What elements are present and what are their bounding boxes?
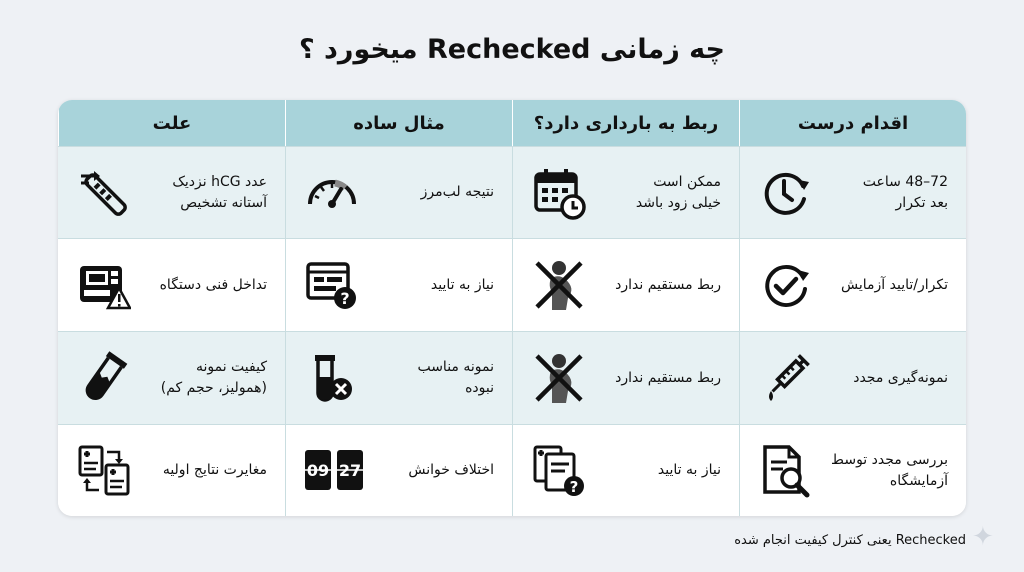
cell-text: ربط مستقیم ندارد <box>615 369 721 386</box>
table-cell <box>285 424 512 516</box>
broken-tube-icon <box>76 350 132 406</box>
counter-digit-2: 27 <box>338 460 362 480</box>
recheck-table <box>58 100 966 516</box>
table-cell <box>285 331 512 424</box>
cell-text: نتیجه لب‌مرز <box>420 184 494 200</box>
table-cell <box>739 146 966 238</box>
table-cell <box>58 146 285 238</box>
cell-text: عدد hCG نزدیک آستانه تشخیص <box>172 173 267 211</box>
cell-text: نیاز به تایید <box>430 276 494 293</box>
test-strip-icon <box>76 165 132 221</box>
header-example: مثال ساده <box>285 100 512 146</box>
table-cell <box>512 146 739 238</box>
header-cause: علت <box>58 100 285 146</box>
table-cell <box>58 238 285 331</box>
table-cell <box>739 424 966 516</box>
document-search-icon <box>758 443 814 499</box>
clock-icon <box>758 165 814 221</box>
device-warning-icon <box>76 257 132 313</box>
window-question-icon <box>304 257 360 313</box>
table-cell <box>58 424 285 516</box>
table-cell <box>512 331 739 424</box>
table-cell <box>58 331 285 424</box>
table-cell <box>512 424 739 516</box>
no-pregnancy-icon <box>531 350 587 406</box>
header-action: اقدام درست <box>739 100 966 146</box>
table-cell <box>285 146 512 238</box>
tube-x-icon <box>304 350 360 406</box>
cell-text: مغایرت نتایج اولیه <box>162 462 267 478</box>
table-cell <box>512 238 739 331</box>
cell-text: نمونه مناسب نبوده <box>417 359 494 396</box>
calendar-clock-icon <box>531 165 587 221</box>
table-cell <box>739 331 966 424</box>
cell-text: نمونه‌گیری مجدد <box>853 369 948 386</box>
flip-counter-icon <box>304 443 364 499</box>
counter-digit-1: 09 <box>306 460 330 480</box>
syringe-icon <box>758 350 814 406</box>
cell-text: تداخل فنی دستگاه <box>159 276 267 293</box>
svg-text:?: ? <box>340 289 350 308</box>
gauge-icon <box>304 165 360 221</box>
cell-text: اختلاف خوانش <box>408 462 494 478</box>
sparkle-icon: ✦ <box>972 522 994 552</box>
header-pregnancy: ربط به بارداری دارد؟ <box>512 100 739 146</box>
cell-text: بررسی مجدد توسط آزمایشگاه <box>831 451 948 489</box>
cell-text: نیاز به تایید <box>657 462 721 478</box>
cell-text: تکرار/تایید آزمایش <box>841 276 948 293</box>
refresh-check-icon <box>758 257 814 313</box>
page-title: چه زمانی Rechecked میخورد ؟ <box>298 34 726 65</box>
table-cell <box>739 238 966 331</box>
cell-text: 72–48 ساعت بعد تکرار <box>862 173 948 211</box>
documents-swap-icon <box>76 443 132 499</box>
svg-text:?: ? <box>569 477 579 496</box>
footer-note: Rechecked یعنی کنترل کیفیت انجام شده <box>734 533 966 548</box>
table-cell <box>285 238 512 331</box>
cell-text: کیفیت نمونه (همولیز، حجم کم) <box>160 359 267 396</box>
no-pregnancy-icon <box>531 257 587 313</box>
documents-question-icon <box>531 443 587 499</box>
cell-text: ربط مستقیم ندارد <box>615 276 721 293</box>
cell-text: ممکن است خیلی زود باشد <box>635 173 721 211</box>
